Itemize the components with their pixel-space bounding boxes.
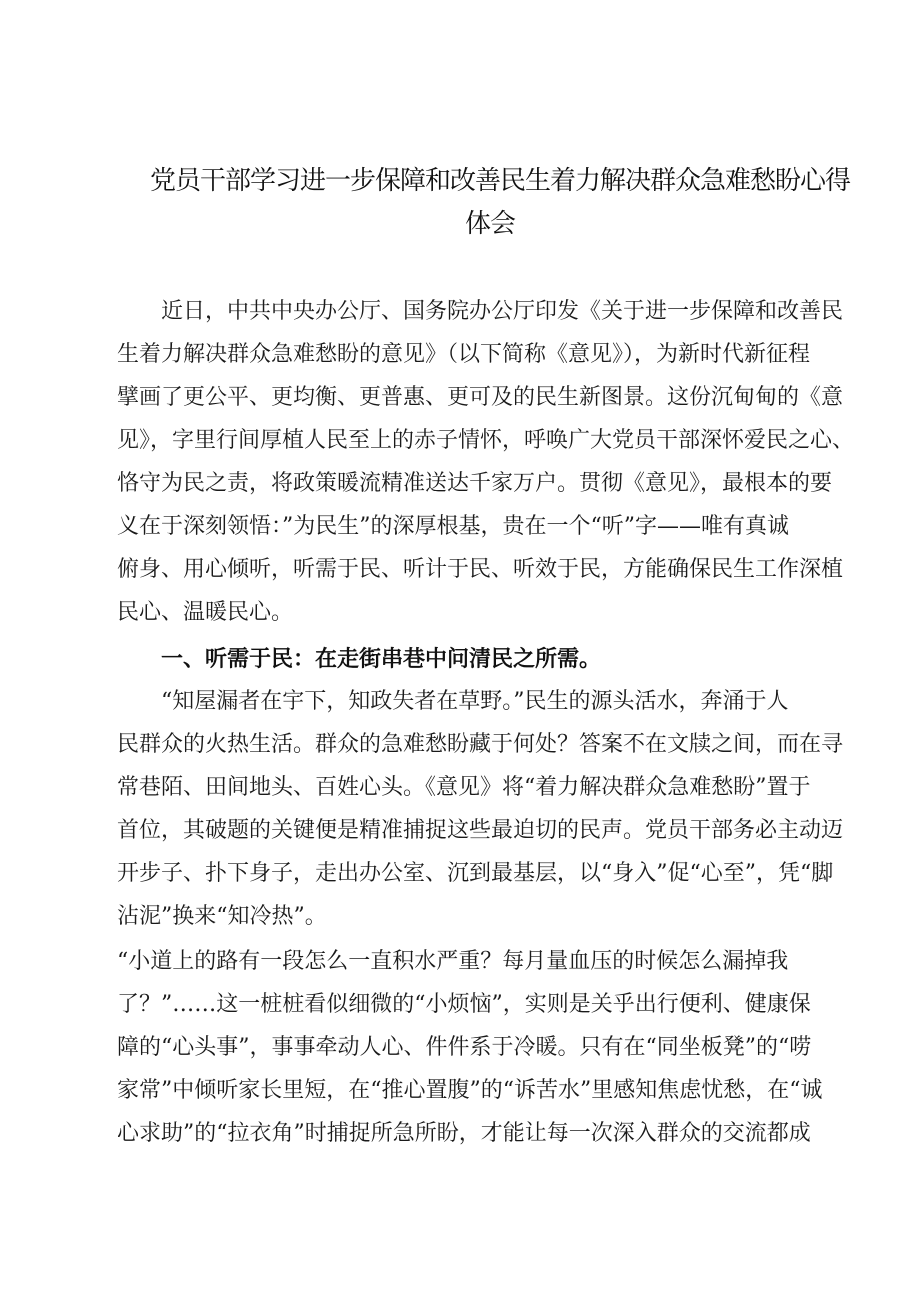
paragraph-line: 心求助”的“拉衣角”时捕捉所急所盼，才能让每一次深入群众的交流都成 — [117, 1121, 811, 1146]
paragraph-line: 恪守为民之责，将政策暖流精准送达千家万户。贯彻《意见》，最根本的要 — [117, 471, 833, 496]
paragraph-line: “知屋漏者在宇下，知政失者在草野。”民生的源头活水，奔涌于人 — [161, 689, 789, 714]
paragraph-line: 了？”……这一桩桩看似细微的“小烦恼”，实则是关乎出行便利、健康保 — [117, 992, 811, 1017]
paragraph-line: 沾泥”换来“知冷热”。 — [117, 904, 327, 929]
paragraph-line: 俯身、用心倾听，听需于民、听计于民、听效于民，方能确保民生工作深植 — [117, 557, 844, 582]
paragraph-line: 义在于深刻领悟：”为民生”的深厚根基，贵在一个“听”字——唯有真诚 — [117, 514, 789, 539]
paragraph-section-1 — [117, 680, 844, 938]
paragraph-line: 见》，字里行间厚植人民至上的赤子情怀，呼唤广大党员干部深怀爱民之心、 — [117, 428, 855, 453]
section-heading: 一、听需于民：在走街串巷中问清民之所需。 — [161, 647, 602, 672]
paragraph-intro — [117, 290, 855, 634]
paragraph-line: 首位，其破题的关键便是精准捕捉这些最迫切的民声。党员干部务必主动迈 — [117, 818, 844, 843]
paragraph-line: 开步子、扑下身子，走出办公室、沉到最基层，以“身入”促“心至”，凭“脚 — [117, 861, 834, 886]
paragraph-line: 生着力解决群众急难愁盼的意见》（以下简称《意见》），为新时代新征程 — [117, 342, 811, 367]
paragraph-section-1-continued — [117, 940, 837, 1155]
paragraph-line: 常巷陌、田间地头、百姓心头。《意见》将“着力解决群众急难愁盼”置于 — [117, 775, 811, 800]
paragraph-line: 民心、温暖民心。 — [117, 600, 294, 625]
document-title-line-2: 体会 — [464, 209, 515, 239]
document-title-line-1: 党员干部学习进一步保障和改善民生着力解决群众急难愁盼心得 — [150, 166, 851, 196]
paragraph-line: 家常”中倾听家长里短，在“推心置腹”的“诉苦水”里感知焦虑忧愁，在“诚 — [117, 1078, 823, 1103]
paragraph-line: “小道上的路有一段怎么一直积水严重？每月量血压的时候怎么漏掉我 — [117, 949, 789, 974]
paragraph-line: 近日，中共中央办公厅、国务院办公厅印发《关于进一步保障和改善民 — [161, 299, 844, 324]
paragraph-line: 民群众的火热生活。群众的急难愁盼藏于何处？答案不在文牍之间，而在寻 — [117, 732, 844, 757]
paragraph-line: 擘画了更公平、更均衡、更普惠、更可及的民生新图景。这份沉甸甸的《意 — [117, 385, 844, 410]
paragraph-line: 障的“心头事”，事事牵动人心、件件系于冷暖。只有在“同坐板凳”的“唠 — [117, 1035, 812, 1060]
